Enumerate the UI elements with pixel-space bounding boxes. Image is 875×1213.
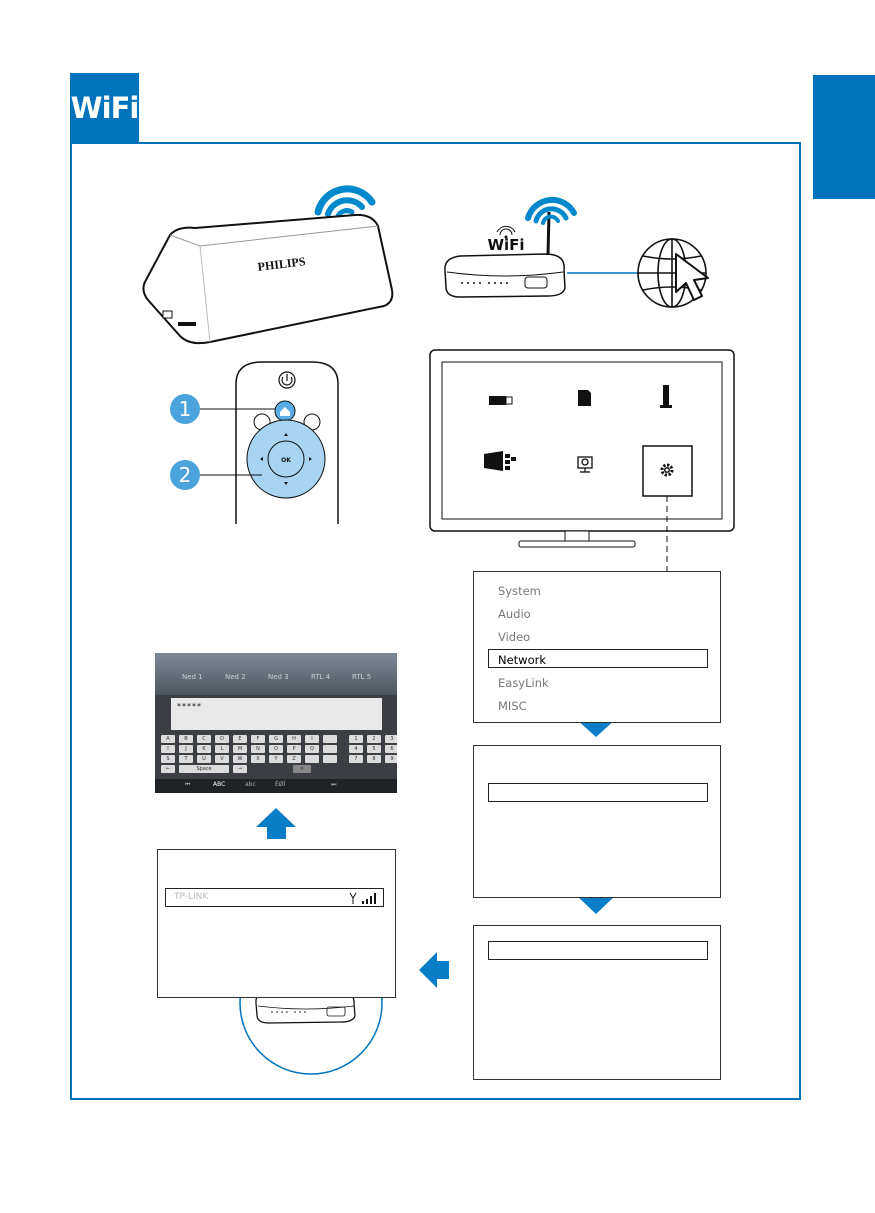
key-back[interactable]: ← xyxy=(161,765,175,773)
keyboard-key[interactable]: I xyxy=(161,745,175,753)
keyboard-key[interactable]: I xyxy=(305,735,319,743)
menu-item-easylink[interactable]: EasyLink xyxy=(498,676,549,690)
keyboard-key[interactable]: H xyxy=(287,735,301,743)
keyboard-key[interactable]: P xyxy=(287,745,301,753)
sd-card-icon xyxy=(578,390,591,406)
mode-accent[interactable]: ÉØÏ xyxy=(275,781,286,788)
space-label: Space xyxy=(196,766,212,772)
keyboard-key[interactable]: Q xyxy=(305,745,319,753)
password-mask: ***** xyxy=(177,702,202,711)
keyboard-mode-bar xyxy=(155,779,397,793)
on-screen-keyboard xyxy=(155,653,397,793)
keyboard-key[interactable]: O xyxy=(269,745,283,753)
menu-item-system[interactable]: System xyxy=(498,584,541,598)
remote-control xyxy=(236,362,338,524)
router xyxy=(445,212,565,297)
step-2-label: 2 xyxy=(178,463,192,487)
keyboard-key[interactable]: T xyxy=(179,755,193,763)
wifi-badge-label: WiFi xyxy=(70,90,139,125)
keyboard-key[interactable]: 3 xyxy=(385,735,397,743)
keyboard-key[interactable]: 8 xyxy=(367,755,381,763)
step-1-label: 1 xyxy=(178,397,192,421)
device-brand: PHILIPS xyxy=(256,254,307,274)
menu-item-video[interactable]: Video xyxy=(498,630,531,644)
keyboard-key[interactable]: W xyxy=(233,755,247,763)
network-ssid: TP-LINK xyxy=(174,892,209,902)
keyboard-key[interactable]: 5 xyxy=(367,745,381,753)
keyboard-key[interactable]: 2 xyxy=(367,735,381,743)
keyboard-key[interactable]: B xyxy=(179,735,193,743)
wifi-signal-icon xyxy=(318,189,372,216)
menu-item-misc[interactable]: MISC xyxy=(498,699,527,713)
keyboard-key[interactable] xyxy=(323,755,337,763)
keyboard-key[interactable]: D xyxy=(215,735,229,743)
menu-item-audio[interactable]: Audio xyxy=(498,607,531,621)
keyboard-key[interactable] xyxy=(323,735,337,743)
keyboard-key[interactable]: A xyxy=(161,735,175,743)
menu-item-network[interactable]: Network xyxy=(498,653,547,667)
keyboard-key[interactable]: X xyxy=(251,755,265,763)
signal-strength-icon xyxy=(347,891,379,905)
arrow-left-icon xyxy=(419,952,449,988)
settings-menu xyxy=(473,571,721,723)
keyboard-key[interactable] xyxy=(305,755,319,763)
keyboard-key[interactable]: 9 xyxy=(385,755,397,763)
keyboard-key[interactable]: F xyxy=(251,735,265,743)
keyboard-key[interactable]: 7 xyxy=(349,755,363,763)
keyboard-key[interactable]: V xyxy=(215,755,229,763)
router-wifi-icon xyxy=(528,200,574,223)
keyboard-key[interactable]: N xyxy=(251,745,265,753)
keyboard-key[interactable]: J xyxy=(179,745,193,753)
keyboard-key[interactable]: 1 xyxy=(349,735,363,743)
keyboard-key[interactable]: M xyxy=(233,745,247,753)
keyboard-key[interactable]: L xyxy=(215,745,229,753)
keyboard-key[interactable]: U xyxy=(197,755,211,763)
mode-upper[interactable]: ABC xyxy=(213,781,226,788)
network-menu-selection[interactable] xyxy=(488,783,708,802)
keyboard-key[interactable]: 4 xyxy=(349,745,363,753)
password-input[interactable] xyxy=(171,698,382,730)
prev-icon[interactable]: ⏮ xyxy=(185,781,191,788)
wireless-option-selection[interactable] xyxy=(488,941,708,960)
keyboard-key[interactable]: C xyxy=(197,735,211,743)
keyboard-key[interactable]: G xyxy=(269,735,283,743)
mode-lower[interactable]: abc xyxy=(245,781,256,788)
usb-drive-icon xyxy=(489,396,512,405)
keyboard-key[interactable]: E xyxy=(233,735,247,743)
router-label: WiFi xyxy=(487,236,525,254)
keyboard-key[interactable]: K xyxy=(197,745,211,753)
channel-tab: Ned 1 xyxy=(182,673,203,681)
keyboard-key[interactable] xyxy=(323,745,337,753)
arrow-up-icon xyxy=(256,808,296,839)
channel-tab: Ned 2 xyxy=(225,673,246,681)
channel-tab: RTL 4 xyxy=(311,673,331,681)
network-list xyxy=(157,849,396,998)
channel-tab: Ned 3 xyxy=(268,673,289,681)
network-row-selected[interactable] xyxy=(165,888,384,907)
next-icon[interactable]: ⏭ xyxy=(331,781,337,788)
usb-port xyxy=(163,311,172,318)
card-slot xyxy=(178,322,196,326)
key-forward[interactable]: → xyxy=(233,765,247,773)
network-install-menu xyxy=(473,925,721,1080)
network-menu xyxy=(473,745,721,898)
ok-label: OK xyxy=(281,457,291,464)
media-player-device xyxy=(143,215,392,343)
key-space[interactable] xyxy=(179,765,229,773)
keyboard-key[interactable]: 6 xyxy=(385,745,397,753)
keyboard-key[interactable]: Z xyxy=(287,755,301,763)
channel-tab: RTL 5 xyxy=(352,673,372,681)
keyboard-key[interactable]: S xyxy=(161,755,175,763)
keyboard-key[interactable]: Y xyxy=(269,755,283,763)
key-delete[interactable]: ✕ xyxy=(293,765,311,773)
